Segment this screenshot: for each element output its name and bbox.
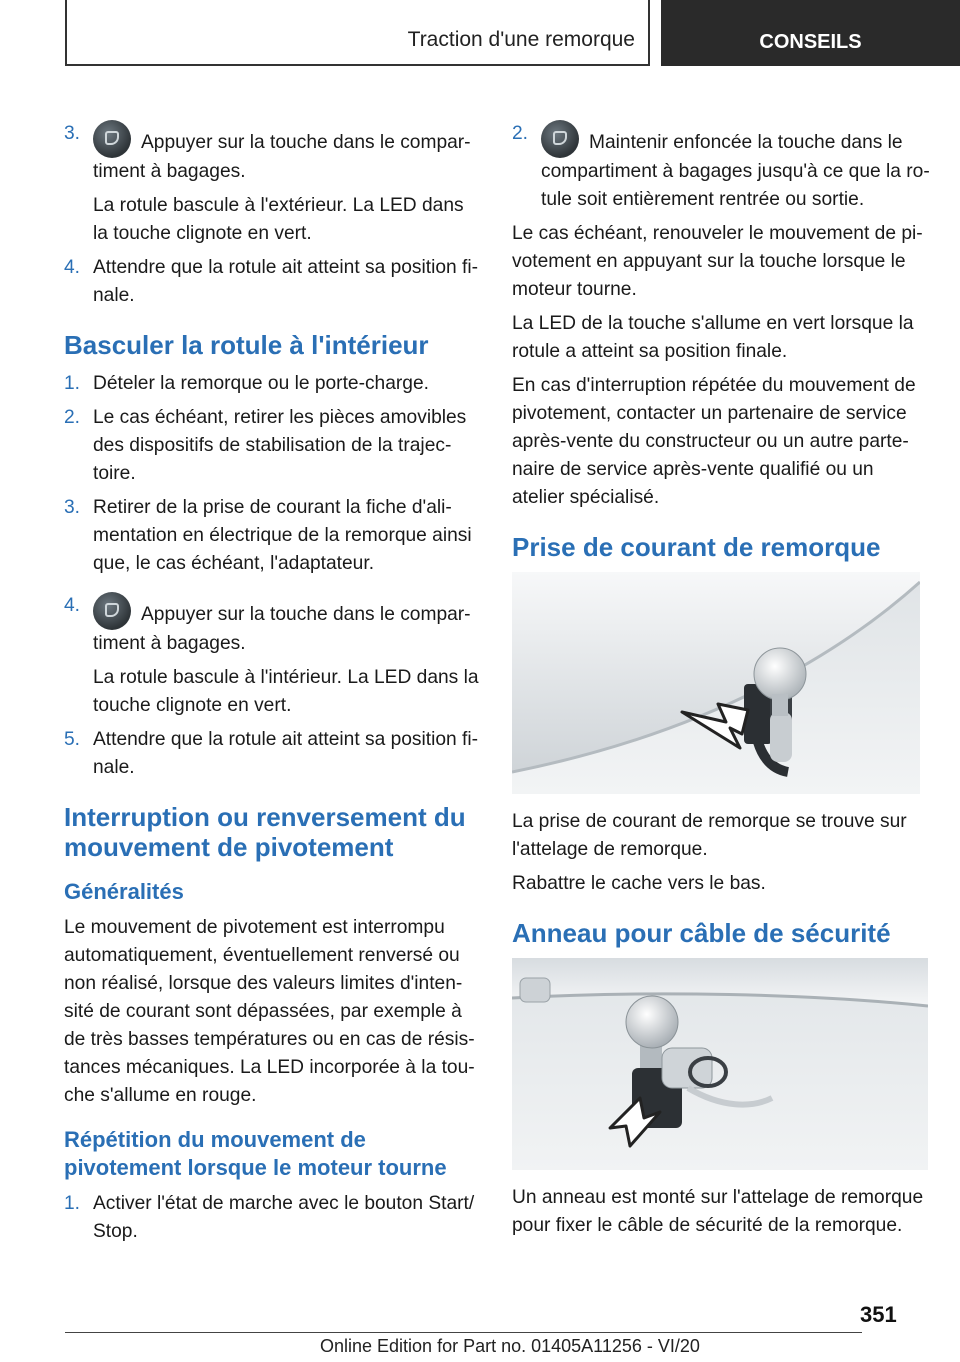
header-left-rule	[65, 0, 67, 66]
right-column	[512, 120, 930, 1246]
step-text: Dételer la remorque ou le porte-charge.	[93, 373, 429, 394]
step-number: 2.	[512, 123, 529, 144]
step-item	[64, 404, 482, 488]
tailgate-button-icon	[93, 120, 131, 158]
step-text: Activer l'état de marche avec le bouton Start/ Stop.	[93, 1193, 475, 1242]
step-text: Le cas échéant, retirer les pièces amovibles des dispositifs de stabilisation de la trajectoire.	[93, 407, 467, 484]
step-number: 2.	[64, 407, 81, 428]
general-paragraph: Le mouvement de pivotement est interrompu automatiquement, éventuellement renversé ou non réalisé, lorsque des valeurs limites d'intensité de courant sont dépassées, par exemple à de très basses températures ou en cas de résistances mécaniques. La LED incorporée à la touche s'allume en rouge.	[64, 917, 475, 1106]
section-title: Traction d'une remorque	[407, 28, 635, 51]
paragraph: En cas d'interruption répétée du mouvement de pivotement, contacter un partenaire de service après-vente du constructeur ou un autre partenaire de service après-vente qualifié ou un atelier spécialisé.	[512, 375, 916, 508]
edition-note: Online Edition for Part no. 01405A11256 - VI/20	[320, 1336, 700, 1356]
step-item	[512, 120, 930, 214]
step-item	[64, 726, 482, 782]
step-item	[64, 120, 482, 186]
trailer-socket-drawing	[512, 572, 920, 794]
step-text: Attendre que la rotule ait atteint sa position finale.	[93, 729, 479, 778]
step-text: Retirer de la prise de courant la fiche d'alimentation en électrique de la remorque ainsi que, le cas échéant, l'adaptateur.	[93, 497, 472, 574]
step-text: Attendre que la rotule ait atteint sa position finale.	[93, 257, 479, 306]
step-item	[64, 370, 482, 398]
step-number: 5.	[64, 729, 81, 750]
step-text: Maintenir enfoncée la touche dans le compartiment à bagages jusqu'à ce que la rotule soit entièrement rentrée ou sortie.	[541, 132, 930, 210]
heading-repeat: Répétition du mouvement de pivotement lorsque le moteur tourne	[64, 1127, 447, 1180]
trailer-socket-illustration	[512, 572, 920, 794]
footer-rule	[65, 1332, 862, 1333]
step-number: 1.	[64, 373, 81, 394]
step-number: 3.	[64, 123, 81, 144]
paragraph: La prise de courant de remorque se trouve sur l'attelage de remorque.	[512, 811, 907, 860]
step-note: La rotule bascule à l'intérieur. La LED dans la touche clignote en vert.	[93, 667, 479, 716]
header-bottom-rule	[65, 64, 650, 66]
heading-safety-ring: Anneau pour câble de sécurité	[512, 918, 891, 948]
step-number: 4.	[64, 257, 81, 278]
paragraph: La LED de la touche s'allume en vert lorsque la rotule a atteint sa position finale.	[512, 313, 914, 362]
header-separator	[648, 0, 650, 66]
step-number: 4.	[64, 595, 81, 616]
tailgate-button-icon	[93, 592, 131, 630]
step-item	[64, 494, 482, 578]
safety-ring-illustration	[512, 958, 928, 1170]
chapter-tab[interactable]	[661, 0, 960, 66]
step-number: 3.	[64, 497, 81, 518]
paragraph: Un anneau est monté sur l'attelage de remorque pour fixer le câble de sécurité de la remorque.	[512, 1187, 924, 1236]
safety-ring-drawing	[512, 958, 928, 1170]
chapter-label: CONSEILS	[759, 31, 862, 53]
paragraph: Le cas échéant, renouveler le mouvement de pivotement en appuyant sur la touche lorsque le moteur tourne.	[512, 223, 923, 300]
paragraph: Rabattre le cache vers le bas.	[512, 873, 766, 894]
left-column	[64, 120, 482, 1252]
step-item	[64, 1190, 482, 1246]
step-note: La rotule bascule à l'extérieur. La LED dans la touche clignote en vert.	[93, 195, 464, 244]
page-number: 351	[860, 1302, 897, 1327]
step-item	[64, 254, 482, 310]
tailgate-button-icon	[541, 120, 579, 158]
heading-general: Généralités	[64, 879, 184, 904]
step-item	[64, 592, 482, 658]
step-text: Appuyer sur la touche dans le compartiment à bagages.	[93, 132, 471, 182]
step-text: Appuyer sur la touche dans le compartiment à bagages.	[93, 604, 471, 654]
heading-trailer-socket: Prise de courant de remorque	[512, 532, 881, 562]
step-number: 1.	[64, 1193, 81, 1214]
heading-swing-inside: Basculer la rotule à l'intérieur	[64, 330, 429, 360]
heading-interruption: Interruption ou renversement du mouvement de pivotement	[64, 802, 466, 862]
